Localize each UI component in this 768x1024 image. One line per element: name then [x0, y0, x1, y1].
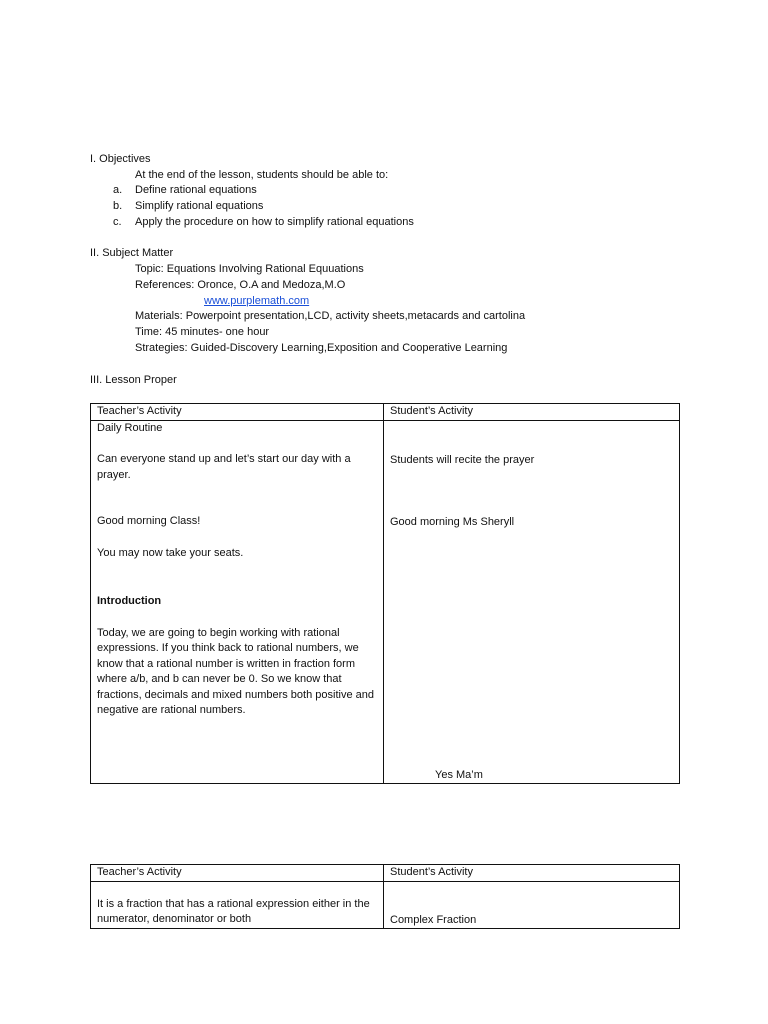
teacher-prayer: Can everyone stand up and let’s start our day with a prayer.: [97, 453, 351, 481]
subject-matter-heading: II. Subject Matter: [90, 247, 174, 259]
lesson-proper-heading: III. Lesson Proper: [90, 374, 177, 386]
student-greeting: Good morning Ms Sheryll: [390, 516, 515, 528]
subject-topic: Topic: Equations Involving Rational Equuations: [135, 263, 364, 275]
lesson-table-2: [90, 864, 680, 929]
objectives-intro: At the end of the lesson, students should be able to:: [135, 169, 389, 181]
subject-time: Time: 45 minutes- one hour: [135, 326, 270, 338]
daily-routine: Daily Routine: [97, 421, 163, 434]
objective-marker-b: b.: [113, 200, 123, 212]
teacher-activity-cell-2: [91, 881, 384, 929]
student-activity-cell-2: [384, 881, 680, 929]
objective-item-a: Define rational equations: [135, 184, 257, 196]
lesson-table-1: [90, 403, 680, 784]
subject-materials: Materials: Powerpoint presentation,LCD, activity sheets,metacards and cartolina: [135, 310, 526, 322]
subject-references: References: Oronce, O.A and Medoza,M.O: [135, 279, 346, 291]
col-header-teacher-2: Teacher’s Activity: [91, 865, 384, 882]
complex-fraction-definition: It is a fraction that has a rational expression either in the numerator, denominator or both: [97, 897, 370, 925]
complex-fraction-answer: Complex Fraction: [390, 913, 477, 926]
teacher-greeting: Good morning Class!: [97, 515, 201, 527]
student-answer: Yes Ma’m: [435, 768, 483, 781]
purplemath-link[interactable]: www.purplemath.com: [204, 295, 310, 307]
introduction-text: Today, we are going to begin working with rational expressions. If you think back to rational numbers, we know that a rational number is written in fraction form where a/b, and b can never be 0. So we know that fractions, decimals and mixed numbers both positive and negative are rational numbers.: [97, 626, 374, 716]
student-activity-cell: [384, 420, 680, 783]
objective-marker-a: a.: [113, 184, 123, 196]
student-prayer: Students will recite the prayer: [390, 453, 535, 466]
teacher-seats: You may now take your seats.: [97, 546, 244, 559]
col-header-student: Student’s Activity: [384, 404, 680, 421]
col-header-teacher: Teacher’s Activity: [91, 404, 384, 421]
objectives-heading: I. Objectives: [90, 153, 151, 165]
objective-item-c: Apply the procedure on how to simplify rational equations: [135, 216, 414, 228]
subject-strategies: Strategies: Guided-Discovery Learning,Exposition and Cooperative Learning: [135, 342, 508, 354]
col-header-student-2: Student’s Activity: [384, 865, 680, 882]
objective-marker-c: c.: [113, 216, 122, 228]
introduction-heading: Introduction: [97, 595, 162, 607]
teacher-activity-cell: [91, 420, 384, 783]
objective-item-b: Simplify rational equations: [135, 200, 264, 212]
